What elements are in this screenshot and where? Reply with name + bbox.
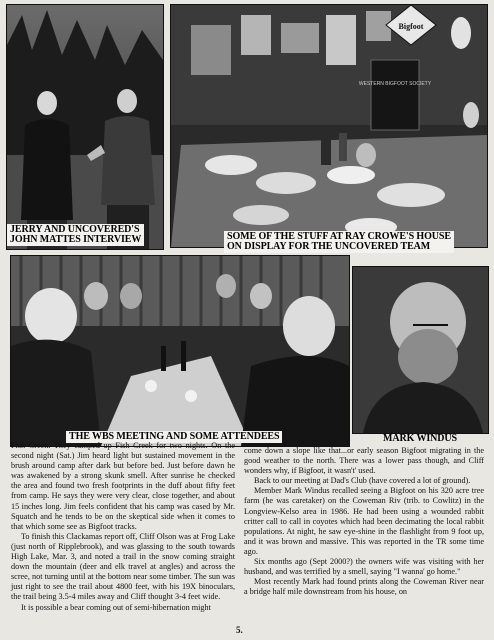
bigfoot-sign-text: Bigfoot <box>398 22 424 31</box>
left-paragraph-1: Fish Creek. They camped up Fish Creek for two nights. On the second night (Sat.) Jim heard light but sustained movement in the brush around camp after dark but before bed. Just before dawn he was awakened by a strong skunk smell. After sunrise he checked the area and found two fresh footprints in the duff about fifty feet from camp. He says they were very clear, close together, and about 15 inches long. Jim feels confident that his camp was cased by Mr. Squatch and he tends to be on the skeptical side when it comes to that which some see as Bigfoot tracks. <box>11 441 235 531</box>
caption-meeting-line1: THE WBS MEETING AND SOME ATTENDEES <box>69 431 280 442</box>
caption-interview-line1: JERRY AND UNCOVERED'S <box>10 224 140 235</box>
article-column-left <box>11 441 235 613</box>
society-sign-text: WESTERN BIGFOOT SOCIETY <box>358 81 432 87</box>
caption-mark-windus-line1: MARK WINDUS <box>383 433 457 444</box>
article-column-right <box>244 446 484 597</box>
portrait-photo-image <box>353 267 488 433</box>
right-paragraph-5: Most recently Mark had found prints along the Coweman River near a bridge half mile downstream from his house, on <box>244 577 484 597</box>
caption-interview <box>7 224 144 246</box>
caption-interview-line2: JOHN MATTES INTERVIEW <box>10 234 142 245</box>
right-paragraph-2: Back to our meeting at Dad's Club (have covered a lot of ground). <box>254 476 471 486</box>
right-paragraph-3: Member Mark Windus recalled seeing a Bigfoot on his 320 acre tree farm (he was caretaker) on the Coweman Riv (trib. to Cowlitz) in the Longview-Kelso area in 1986. He had been using a wounded rabbit critter call to call in coyotes which had been decimating the local rabbit populations. At night, he saw eye-shine in the flashlight from 9 foot up, and it was brown and massive. This was reported in the TR some time ago. <box>244 486 484 556</box>
interview-photo-image <box>7 5 163 249</box>
right-paragraph-1: come down a slope like that...or early season Bigfoot migrating in the good weather to the north. There was a lower pass though, and Cliff wonders why, if Bigfoot, it wasn't' used. <box>244 446 484 476</box>
left-paragraph-3: It is possible a bear coming out of semi-hibernation might <box>21 602 211 612</box>
caption-mark-windus <box>380 433 460 445</box>
meeting-photo-image <box>11 256 349 446</box>
photo-interview <box>6 4 164 250</box>
right-paragraph-4: Six months ago (Sept 2000?) the owners wife was visiting with her husband, and was terrified by a smell, saying "I wanna' go home." <box>244 557 484 577</box>
display-photo-image <box>171 5 487 247</box>
photo-meeting <box>10 255 350 447</box>
caption-display-line1: SOME OF THE STUFF AT RAY CROWE'S HOUSE <box>227 231 451 242</box>
photo-display <box>170 4 488 248</box>
page-number: 5. <box>236 625 243 635</box>
left-paragraph-2: To finish this Clackamas report off, Cliff Olson was at Frog Lake (just north of Ripplebrook), and was glassing to the south towards High Lake, Mar. 3, and noted a trail in the snow coming straight down the mountain (deer and elk travel at angles) and across the scree, not turning until at the bottom near some timber. The sun was just right to see the trail about 4800 feet, with his 19X binoculars, the trail being 3.5-4 miles away and Cliff thought 3-4 feet wide. <box>11 531 235 602</box>
caption-display <box>224 231 454 253</box>
photo-mark-windus <box>352 266 489 434</box>
caption-display-line2: ON DISPLAY FOR THE UNCOVERED TEAM <box>227 241 431 252</box>
